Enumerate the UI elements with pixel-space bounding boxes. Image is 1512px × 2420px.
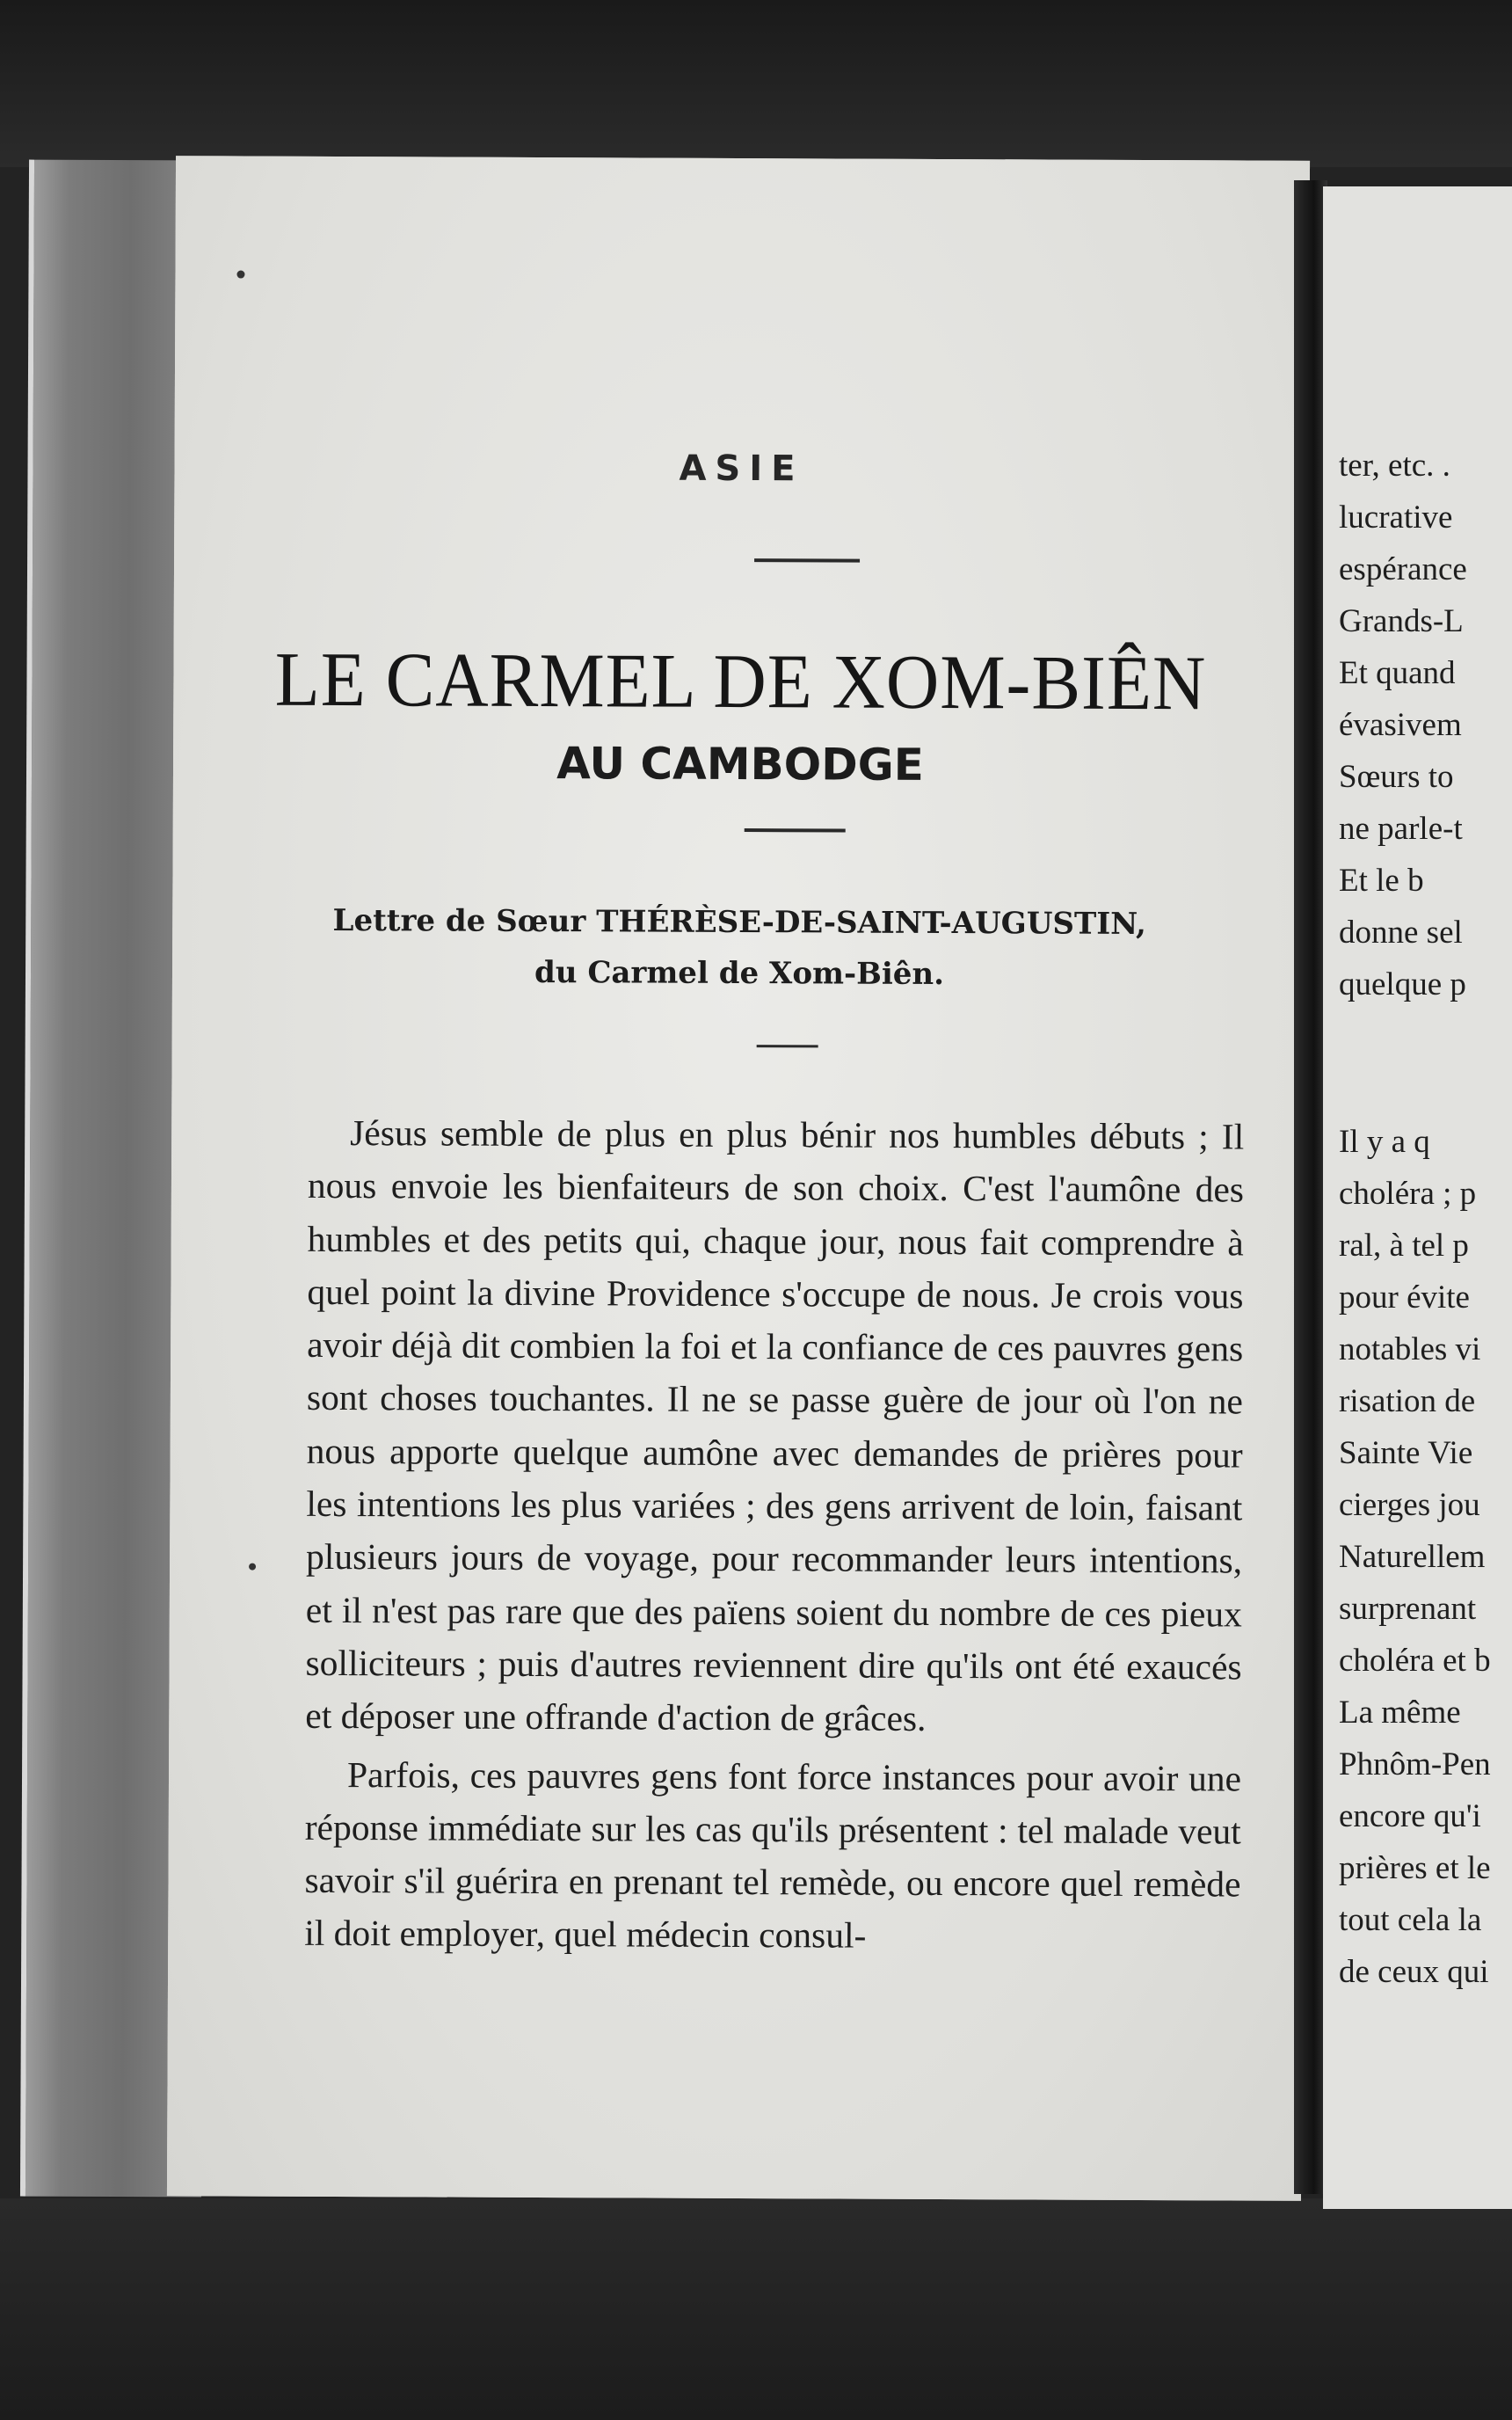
section-heading: ASIE	[679, 448, 804, 490]
section-gap	[1339, 1010, 1512, 1116]
paper-speck	[249, 1564, 256, 1571]
letter-attribution-line2: du Carmel de Xom-Biên.	[534, 954, 945, 993]
right-line: Il y a q	[1339, 1124, 1430, 1160]
right-line: pour évite	[1339, 1279, 1470, 1316]
right-line: encore qu'i	[1339, 1798, 1481, 1834]
right-line: ter, etc. .	[1339, 448, 1450, 484]
right-line: de ceux qui	[1339, 1954, 1489, 1990]
right-line: choléra et b	[1339, 1643, 1491, 1679]
right-line: risation de	[1339, 1383, 1476, 1419]
scan-background-bottom	[0, 2198, 1512, 2420]
right-page-partial	[1323, 186, 1512, 2209]
right-line: ral, à tel p	[1339, 1228, 1469, 1264]
heading-rule	[754, 558, 860, 563]
right-line: quelque p	[1339, 966, 1466, 1002]
letter-attribution-line1: Lettre de Sœur THÉRÈSE-DE-SAINT-AUGUSTIN,	[332, 902, 1147, 943]
article-title: LE CARMEL DE XOM-BIÊN	[274, 637, 1207, 727]
right-line: surprenant	[1339, 1591, 1477, 1627]
right-line: tout cela la	[1339, 1902, 1482, 1938]
paragraph: Jésus semble de plus en plus bénir nos humbles débuts ; Il nous envoie les bienfaiteurs de son choix. C'est l'aumône des humbles et des petits qui, chaque jour, nous fait comprendre à quel point la divine Providence s'occupe de nous. Je crois vous avoir déjà dit combien la foi et la confiance de ces pauvres gens sont choses touchantes. Il ne se passe guère de jour où l'on ne nous apporte quelque aumône avec demandes de prières pour les intentions les plus variées ; des gens arrivent de loin, faisant plusieurs jours de voyage, pour recommander leurs intentions, et il n'est pas rare que des païens soient du nombre de ces pieux solliciteurs ; puis d'autres reviennent dire qu'ils ont été exaucés et déposer une offrande d'action de grâces.	[305, 1112, 1245, 1739]
right-line: Sœurs to	[1339, 759, 1454, 795]
paper-speck	[236, 271, 244, 279]
right-line: prières et le	[1339, 1850, 1491, 1886]
right-line: Phnôm-Pen	[1339, 1746, 1491, 1782]
right-line: Grands-L	[1339, 603, 1464, 639]
scan-background-top	[0, 0, 1512, 167]
right-line: évasivem	[1339, 707, 1462, 743]
article-subtitle: AU CAMBODGE	[556, 738, 924, 791]
paragraph: Parfois, ces pauvres gens font force instances pour avoir une réponse immédiate sur les cas qu'ils présentent : tel malade veut savoir s'il guérira en prenant tel remède, ou encore quel remède il doit employer, quel médecin consul-	[304, 1753, 1242, 1957]
right-line: ne parle-t	[1339, 811, 1463, 847]
letter-body	[304, 1106, 1244, 1964]
letter-attribution	[172, 894, 1306, 1002]
left-page	[167, 156, 1310, 2201]
ornament-rule	[757, 1045, 818, 1047]
right-line: lucrative	[1339, 499, 1453, 536]
subtitle-rule	[745, 828, 846, 833]
right-line: Naturellem	[1339, 1539, 1486, 1575]
right-line: donne sel	[1339, 915, 1463, 951]
right-line: La même	[1339, 1695, 1461, 1731]
right-line: notables vi	[1339, 1331, 1481, 1367]
right-line: cierges jou	[1339, 1487, 1480, 1523]
right-line: Sainte Vie	[1339, 1435, 1473, 1471]
right-line: Et quand	[1339, 655, 1456, 691]
right-line: espérance	[1339, 551, 1467, 587]
right-page-text	[1339, 440, 1512, 1998]
right-line: choléra ; p	[1339, 1176, 1477, 1212]
right-line: Et le b	[1339, 863, 1424, 899]
